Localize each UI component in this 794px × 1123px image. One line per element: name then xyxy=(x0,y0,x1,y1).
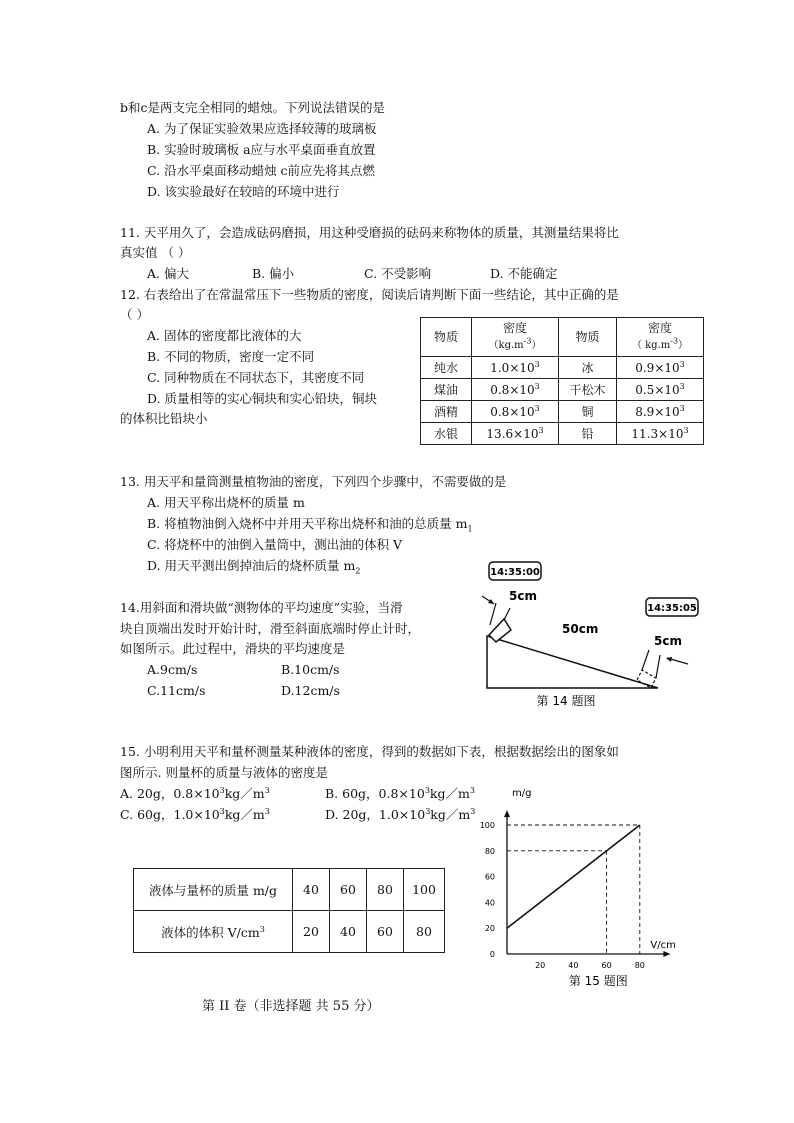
q15-option-b xyxy=(325,786,475,802)
unit-exp-1: -3 xyxy=(523,336,532,346)
density-cell xyxy=(472,401,559,423)
density-cell xyxy=(617,401,704,423)
q15-option-c-text: C. 60g，1.0×10 xyxy=(120,807,220,822)
y-axis-arrow-icon xyxy=(504,810,510,817)
x-axis-arrow-icon xyxy=(663,951,670,957)
density-table-header xyxy=(421,318,704,357)
x-tick-label: 60 xyxy=(601,961,612,970)
q14-option-b: B.10cm/s xyxy=(281,662,340,677)
q15-stem-line2: 图所示. 则量杯的质量与液体的密度是 xyxy=(120,765,328,780)
y-tick-label: 40 xyxy=(484,898,495,908)
q13-option-d xyxy=(147,558,360,574)
chart-series xyxy=(507,825,640,928)
unit-close-2: ） xyxy=(678,340,689,351)
bottom-block-ext-line-2 xyxy=(656,655,660,678)
top-block-ext-line-2 xyxy=(504,608,510,620)
density-value: 0.9×10 xyxy=(635,360,680,375)
density-value: 0.5×10 xyxy=(635,382,680,397)
q15-option-c-unit-exp: 3 xyxy=(264,806,270,816)
x-tick-label: 80 xyxy=(634,961,645,970)
bottom-block-ext-line-1 xyxy=(642,650,649,670)
q10-option-b: B. 实验时玻璃板 a应与水平桌面垂直放置 xyxy=(147,142,376,157)
table-row xyxy=(421,401,704,423)
q15-option-d-exp: 3 xyxy=(425,806,431,816)
q14-stem-line1: 14.用斜面和滑块做“测物体的平均速度”实验，当滑 xyxy=(120,600,403,615)
density-cell xyxy=(617,423,704,445)
q15-option-a-unit: kg／m xyxy=(224,786,265,801)
timer-start-text: 14:35:00 xyxy=(490,567,540,578)
volume-cell: 20 xyxy=(293,911,330,953)
q12-option-b: B. 不同的物质，密度一定不同 xyxy=(147,349,315,364)
q11-option-a: A. 偏大 xyxy=(147,266,189,281)
substance-cell: 煤油 xyxy=(421,379,472,401)
volume-row-label-exp: 3 xyxy=(259,924,265,934)
x-tick-label: 20 xyxy=(535,961,546,970)
substance-cell: 酒精 xyxy=(421,401,472,423)
density-value: 0.8×10 xyxy=(490,382,535,397)
q15-option-b-unit: kg／m xyxy=(429,786,470,801)
q12-stem-line1: 12. 右表给出了在常温常压下一些物质的密度，阅读后请判断下面一些结论，其中正确的是 xyxy=(120,287,619,302)
unit-text-1: （kg.m xyxy=(488,340,524,351)
q11-option-b: B. 偏小 xyxy=(252,266,295,281)
density-cell xyxy=(617,379,704,401)
q15-option-c-unit: kg／m xyxy=(224,807,265,822)
unit-close-1: ） xyxy=(531,340,542,351)
q10-option-c: C. 沿水平桌面移动蜡烛 c前应先将其点燃 xyxy=(147,163,376,178)
q15-option-d-text: D. 20g，1.0×10 xyxy=(325,807,426,822)
density-value: 0.8×10 xyxy=(490,404,535,419)
y-tick-label: 20 xyxy=(484,924,495,934)
q10-option-a: A. 为了保证实验效果应选择较薄的玻璃板 xyxy=(147,121,377,136)
chart-guides xyxy=(507,825,640,954)
y-tick-label: 80 xyxy=(484,846,495,856)
top-block-label: 5cm xyxy=(509,589,537,603)
table-row xyxy=(421,357,704,379)
q14-stem-line2: 块自顶端出发时开始计时，滑至斜面底端时停止计时， xyxy=(120,621,421,636)
q11-option-d: D. 不能确定 xyxy=(490,266,558,281)
q12-option-d-cont: 的体积比铅块小 xyxy=(120,411,208,426)
mass-cell: 80 xyxy=(367,869,404,911)
incline-triangle xyxy=(487,636,658,688)
chart-ticks xyxy=(480,821,645,970)
density-table xyxy=(420,317,704,445)
bottom-block-label: 5cm xyxy=(654,634,682,648)
unit-text-2: （ kg.m xyxy=(631,340,671,351)
q14-figure xyxy=(480,558,700,710)
mass-row-label: 液体与量杯的质量 m/g xyxy=(134,869,293,911)
table-row xyxy=(421,379,704,401)
volume-cell: 60 xyxy=(367,911,404,953)
series-line xyxy=(507,825,640,928)
q14-option-a: A.9cm/s xyxy=(147,662,198,677)
q15-option-b-exp: 3 xyxy=(424,785,430,795)
density-exp: 3 xyxy=(683,425,689,435)
header-substance-1: 物质 xyxy=(421,318,472,357)
q12-option-c: C. 同种物质在不同状态下，其密度不同 xyxy=(147,370,365,385)
timer-end-text: 14:35:05 xyxy=(647,603,697,614)
q13-option-b-text: B. 将植物油倒入烧杯中并用天平称出烧杯和油的总质量 m xyxy=(147,516,468,531)
chart-y-axis-label: m/g xyxy=(512,788,532,799)
mass-cell: 60 xyxy=(330,869,367,911)
q15-option-b-unit-exp: 3 xyxy=(469,785,475,795)
q15-option-c xyxy=(120,807,270,823)
q11-stem-line2: 真实值 （ ） xyxy=(120,245,191,260)
q15-option-d-unit-exp: 3 xyxy=(470,806,476,816)
chart-axes xyxy=(504,810,670,957)
header-density-2 xyxy=(617,318,704,357)
q13-option-a: A. 用天平称出烧杯的质量 m xyxy=(147,495,305,510)
substance-cell: 干松木 xyxy=(559,379,617,401)
q14-option-d: D.12cm/s xyxy=(281,683,340,698)
unit-exp-2: -3 xyxy=(670,336,679,346)
top-block-ext-line-1 xyxy=(490,603,496,625)
density-exp: 3 xyxy=(679,403,685,413)
q13-option-d-sub: 2 xyxy=(355,566,361,576)
q11-option-c: C. 不受影响 xyxy=(364,266,432,281)
q13-stem: 13. 用天平和量筒测量植物油的密度，下列四个步骤中，不需要做的是 xyxy=(120,474,507,489)
density-cell xyxy=(472,423,559,445)
q15-option-a-exp: 3 xyxy=(219,785,225,795)
header-unit-2 xyxy=(631,336,689,351)
density-exp: 3 xyxy=(679,359,685,369)
density-exp: 3 xyxy=(534,403,540,413)
q15-stem-line1: 15. 小明利用天平和量杯测量某种液体的密度，得到的数据如下表，根据数据绘出的图象如 xyxy=(120,744,619,759)
table-row xyxy=(134,911,445,953)
substance-cell: 铅 xyxy=(559,423,617,445)
q15-option-d xyxy=(325,807,475,823)
volume-cell: 40 xyxy=(330,911,367,953)
q15-option-d-unit: kg／m xyxy=(430,807,471,822)
mass-cell: 40 xyxy=(293,869,330,911)
substance-cell: 冰 xyxy=(559,357,617,379)
arrow-start-icon xyxy=(488,599,494,604)
q15-option-a xyxy=(120,786,270,802)
density-value: 13.6×10 xyxy=(486,426,539,441)
q15-option-b-text: B. 60g，0.8×10 xyxy=(325,786,425,801)
density-exp: 3 xyxy=(534,359,540,369)
y-tick-label: 100 xyxy=(479,821,495,830)
header-density-1 xyxy=(472,318,559,357)
table-row xyxy=(421,423,704,445)
table-row xyxy=(134,869,445,911)
volume-cell: 80 xyxy=(404,911,445,953)
slider-block-top xyxy=(489,619,511,642)
arrow-end-icon xyxy=(666,657,672,662)
density-cell xyxy=(472,379,559,401)
q15-option-c-exp: 3 xyxy=(219,806,225,816)
q10-stem: b和c是两支完全相同的蜡烛。下列说法错误的是 xyxy=(120,100,386,115)
chart-x-axis-label: V/cm xyxy=(650,940,676,951)
substance-cell: 纯水 xyxy=(421,357,472,379)
header-unit-1 xyxy=(488,336,542,351)
density-cell xyxy=(472,357,559,379)
q12-option-d: D. 质量相等的实心铜块和实心铅块，铜块 xyxy=(147,391,378,406)
header-density-label-2: 密度 xyxy=(647,321,672,335)
q13-option-d-text: D. 用天平测出倒掉油后的烧杯质量 m xyxy=(147,558,356,573)
substance-cell: 水银 xyxy=(421,423,472,445)
substance-cell: 铜 xyxy=(559,401,617,423)
density-value: 8.9×10 xyxy=(635,404,680,419)
y-tick-label: 60 xyxy=(484,872,495,882)
q14-option-c: C.11cm/s xyxy=(147,683,206,698)
q13-option-b-sub: 1 xyxy=(467,524,473,534)
slider-block-bottom xyxy=(637,670,656,688)
section-2-title: 第 II 卷（非选择题 共 55 分） xyxy=(202,999,380,1014)
q14-figure-caption: 第 14 题图 xyxy=(536,694,596,708)
q12-stem-line2: （ ） xyxy=(120,307,149,322)
q14-stem-line3: 如图所示。此过程中，滑块的平均速度是 xyxy=(120,641,346,656)
density-value: 1.0×10 xyxy=(490,360,535,375)
mass-volume-table xyxy=(133,868,445,953)
q13-option-c: C. 将烧杯中的油倒入量筒中，测出油的体积 V xyxy=(147,537,403,552)
q15-option-a-unit-exp: 3 xyxy=(264,785,270,795)
q12-option-a: A. 固体的密度都比液体的大 xyxy=(147,328,302,343)
q15-chart xyxy=(475,782,695,992)
header-substance-2: 物质 xyxy=(559,318,617,357)
q15-option-a-text: A. 20g，0.8×10 xyxy=(120,786,220,801)
density-cell xyxy=(617,357,704,379)
density-exp: 3 xyxy=(534,381,540,391)
q13-option-b xyxy=(147,516,473,532)
header-density-label-1: 密度 xyxy=(502,321,527,335)
length-label: 50cm xyxy=(562,622,599,636)
y-tick-label: 0 xyxy=(489,950,495,959)
density-exp: 3 xyxy=(679,381,685,391)
volume-row-label-text: 液体的体积 V/cm xyxy=(161,924,260,940)
volume-row-label xyxy=(134,911,293,953)
density-value: 11.3×10 xyxy=(631,426,684,441)
q11-stem-line1: 11. 天平用久了，会造成砝码磨损，用这种受磨损的砝码来称物体的质量，其测量结果将比 xyxy=(120,225,619,240)
q15-figure-caption: 第 15 题图 xyxy=(568,974,628,988)
mass-cell: 100 xyxy=(404,869,445,911)
x-tick-label: 40 xyxy=(568,961,579,970)
q10-option-d: D. 该实验最好在较暗的环境中进行 xyxy=(147,184,340,199)
density-exp: 3 xyxy=(538,425,544,435)
